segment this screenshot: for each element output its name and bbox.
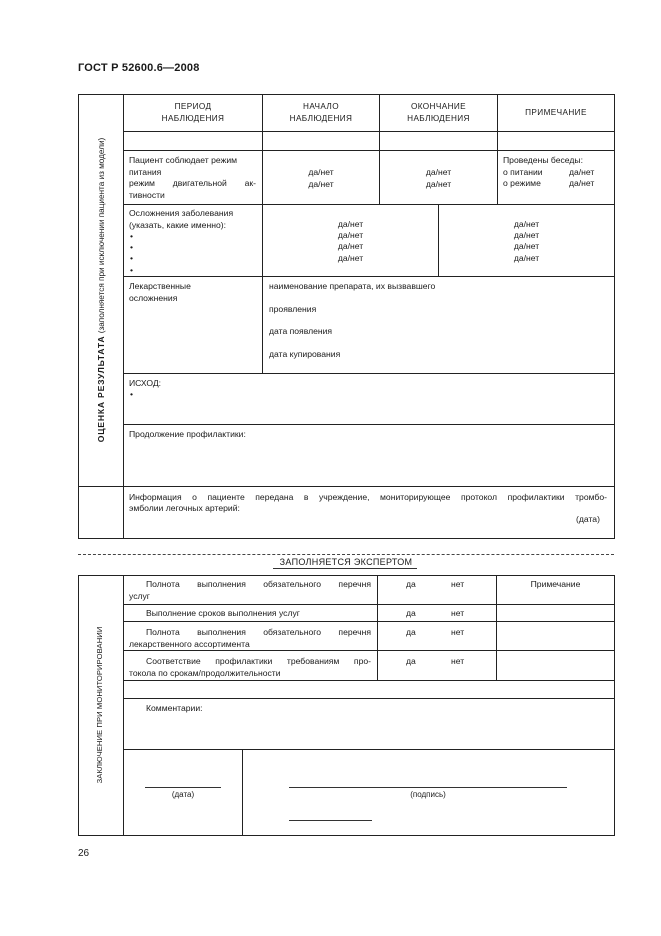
signature-underline bbox=[289, 787, 567, 788]
second-signature-underline bbox=[289, 820, 372, 821]
criterion-1-no: нет bbox=[451, 579, 465, 589]
continuation-label: Продолжение профилактики: bbox=[129, 429, 246, 439]
col-header-note: ПРИМЕЧАНИЕ bbox=[525, 108, 587, 117]
regime-note-topic-1: о питании bbox=[503, 167, 543, 177]
criterion-1: Полнота выполнения обязательного перечня услуг bbox=[129, 579, 371, 601]
result-side-title: ОЦЕНКА РЕЗУЛЬТАТА bbox=[96, 335, 106, 443]
signature-caption: (подпись) bbox=[410, 790, 446, 799]
regime-note-value-1: да/нет bbox=[569, 167, 595, 177]
expert-separator bbox=[78, 554, 614, 555]
regime-start-values: да/нет да/нет bbox=[308, 167, 334, 189]
criterion-4-no: нет bbox=[451, 656, 465, 666]
drug-field-relief-date: дата купирования bbox=[269, 349, 341, 359]
expert-caption: ЗАПОЛНЯЕТСЯ ЭКСПЕРТОМ bbox=[279, 557, 413, 567]
drug-field-name: наименование препарата, их вызвавшего bbox=[269, 281, 436, 291]
outcome-label: ИСХОД: bbox=[129, 378, 162, 388]
col-header-period: ПЕРИОД НАБЛЮДЕНИЯ bbox=[161, 102, 225, 123]
criterion-3-no: нет bbox=[451, 627, 465, 637]
col-header-start: НАЧАЛО НАБЛЮДЕНИЯ bbox=[289, 102, 353, 123]
complications-label: Осложнения заболевания (указать, какие именно): bbox=[129, 208, 234, 230]
col-header-end: ОКОНЧАНИЕ НАБЛЮДЕНИЯ bbox=[407, 102, 470, 123]
info-line-2: эмболии легочных артерий: bbox=[129, 503, 240, 513]
result-side-note: (заполняется при исключении пациента из модели) bbox=[97, 137, 106, 334]
drug-complications-label: Лекарственные осложнения bbox=[129, 281, 191, 303]
comments-label: Комментарии: bbox=[146, 703, 203, 713]
page-number: 26 bbox=[78, 848, 90, 859]
criterion-3: Полнота выполнения обязательного перечня лекарственного ассортимента bbox=[129, 627, 371, 649]
regime-end-values: да/нет да/нет bbox=[425, 167, 452, 189]
drug-field-manifestation: проявления bbox=[269, 304, 317, 314]
expert-note-header: Примечание bbox=[530, 579, 581, 589]
date-caption: (дата) bbox=[171, 790, 195, 799]
document-header: ГОСТ Р 52600.6—2008 bbox=[78, 62, 200, 74]
criterion-2-no: нет bbox=[451, 608, 465, 618]
date-underline bbox=[145, 787, 221, 788]
outcome-bullet: • bbox=[130, 389, 134, 399]
criterion-2: Выполнение сроков выполнения услуг bbox=[146, 608, 300, 618]
drug-field-onset-date: дата появления bbox=[269, 326, 333, 336]
complications-values-col2: да/нет да/нет да/нет да/нет bbox=[513, 219, 540, 263]
info-line-1: Информация о пациенте передана в учреждение, мониторирующее протокол профилактики тромбо- bbox=[129, 492, 607, 502]
regime-label: Пациент соблюдает режим питания режим двигательной ак- тивности bbox=[129, 155, 256, 200]
regime-note-value-2: да/нет bbox=[569, 178, 595, 188]
complications-values-col1: да/нет да/нет да/нет да/нет bbox=[337, 219, 364, 263]
expert-side-label: ЗАКЛЮЧЕНИЕ ПРИ МОНИТОРИРОВАНИИ bbox=[95, 626, 104, 784]
result-side-label bbox=[94, 96, 108, 484]
criterion-1-yes: да bbox=[406, 579, 416, 589]
criterion-4: Соответствие профилактики требованиям про- токола по срокам/продолжительности bbox=[129, 656, 371, 678]
regime-note-title: Проведены беседы: bbox=[503, 155, 583, 165]
complications-bullets: • • • • bbox=[130, 231, 134, 275]
info-date-caption: (дата) bbox=[576, 514, 600, 524]
criterion-2-yes: да bbox=[406, 608, 416, 618]
regime-note-topic-2: о режиме bbox=[503, 178, 541, 188]
criterion-3-yes: да bbox=[406, 627, 416, 637]
criterion-4-yes: да bbox=[406, 656, 416, 666]
